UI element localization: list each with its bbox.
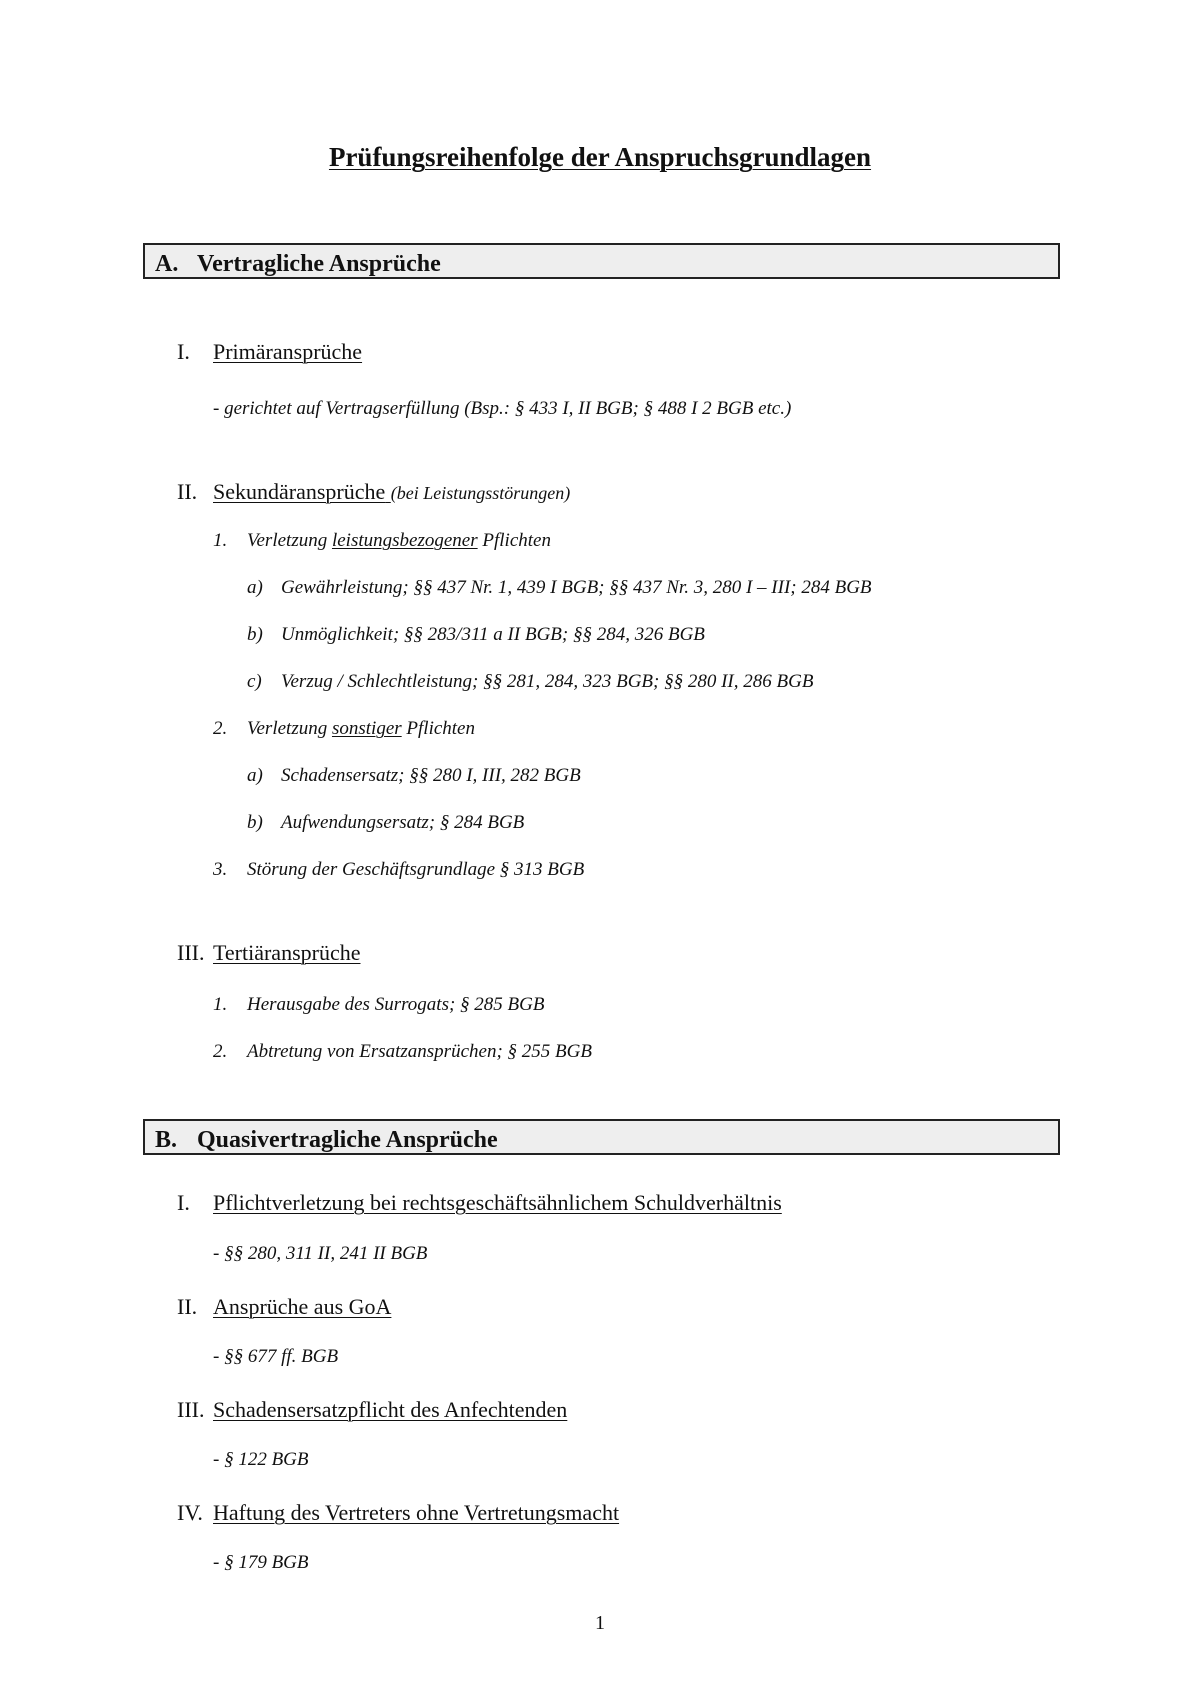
a-ii-1b-text: Unmöglichkeit; §§ 283/311 a II BGB; §§ 284, 326 BGB [281, 624, 705, 645]
a-ii-2-text-before: Verletzung [247, 718, 332, 739]
a-ii-1a-label: a) [247, 577, 263, 598]
b-iii-note: - § 122 BGB [213, 1449, 309, 1470]
a-ii-1-num: 1. [213, 530, 228, 551]
a-i-heading: Primäransprüche [213, 339, 363, 364]
a-ii-1c-label: c) [247, 671, 262, 692]
a-ii-1a-text: Gewährleistung; §§ 437 Nr. 1, 439 I BGB; §§ 437 Nr. 3, 280 I – III; 284 BGB [281, 577, 872, 598]
a-ii-2-text-underlined: sonstiger [331, 718, 402, 739]
a-ii-1-text-before: Verletzung [247, 530, 332, 551]
a-ii-2-text [247, 718, 475, 740]
a-ii-1c-text: Verzug / Schlechtleistung; §§ 281, 284, 323 BGB; §§ 280 II, 286 BGB [281, 671, 814, 692]
b-iv-numeral: IV. [177, 1500, 203, 1525]
a-i-note: - gerichtet auf Vertragserfüllung (Bsp.: § 433 I, II BGB; § 488 I 2 BGB etc.) [213, 398, 792, 419]
a-iii-1-text: Herausgabe des Surrogats; § 285 BGB [247, 994, 545, 1015]
b-iii-heading: Schadensersatzpflicht des Anfechtenden [213, 1397, 568, 1422]
a-i-numeral: I. [177, 339, 190, 364]
a-ii-2-text-after: Pflichten [401, 718, 475, 739]
a-ii-2b-text: Aufwendungsersatz; § 284 BGB [281, 812, 525, 833]
b-ii-note: - §§ 677 ff. BGB [213, 1346, 339, 1367]
b-i-note: - §§ 280, 311 II, 241 II BGB [213, 1243, 428, 1264]
b-ii-numeral: II. [177, 1294, 198, 1319]
b-iv-note: - § 179 BGB [213, 1552, 309, 1573]
page-number: 1 [595, 1612, 605, 1634]
a-ii-2a-label: a) [247, 765, 263, 786]
a-ii-3-text: Störung der Geschäftsgrundlage § 313 BGB [247, 859, 585, 880]
section-b-header [143, 1119, 1060, 1155]
b-iv-heading: Haftung des Vertreters ohne Vertretungsmacht [213, 1500, 620, 1525]
b-i-numeral: I. [177, 1190, 190, 1215]
b-i-heading: Pflichtverletzung bei rechtsgeschäftsähnlichem Schuldverhältnis [213, 1190, 782, 1215]
section-a-title: Vertragliche Ansprüche [197, 251, 441, 277]
a-ii-3-num: 3. [213, 859, 228, 880]
a-ii-1-text-after: Pflichten [477, 530, 551, 551]
a-ii-heading: Sekundäransprüche [213, 479, 386, 504]
b-ii-heading: Ansprüche aus GoA [213, 1294, 392, 1319]
a-ii-2-num: 2. [213, 718, 228, 739]
a-ii-heading-line [213, 479, 570, 505]
a-iii-1-num: 1. [213, 994, 228, 1015]
section-a-letter: A. [155, 251, 179, 277]
section-a-header [143, 243, 1060, 279]
a-ii-2b-label: b) [247, 812, 263, 833]
a-iii-2-num: 2. [213, 1041, 228, 1062]
section-b-title: Quasivertragliche Ansprüche [197, 1127, 498, 1153]
a-ii-heading-note: (bei Leistungsstörungen) [390, 483, 571, 503]
a-ii-2a-text: Schadensersatz; §§ 280 I, III, 282 BGB [281, 765, 581, 786]
a-iii-numeral: III. [177, 940, 205, 965]
section-b-letter: B. [155, 1127, 178, 1153]
a-ii-1-text-underlined: leistungsbezogener [331, 530, 478, 551]
a-ii-1b-label: b) [247, 624, 263, 645]
a-ii-numeral: II. [177, 479, 198, 504]
a-iii-2-text: Abtretung von Ersatzansprüchen; § 255 BGB [247, 1041, 592, 1062]
a-iii-heading: Tertiäransprüche [213, 940, 361, 965]
a-ii-1-text [247, 530, 551, 552]
b-iii-numeral: III. [177, 1397, 205, 1422]
page-title: Prüfungsreihenfolge der Anspruchsgrundlagen [328, 142, 872, 172]
